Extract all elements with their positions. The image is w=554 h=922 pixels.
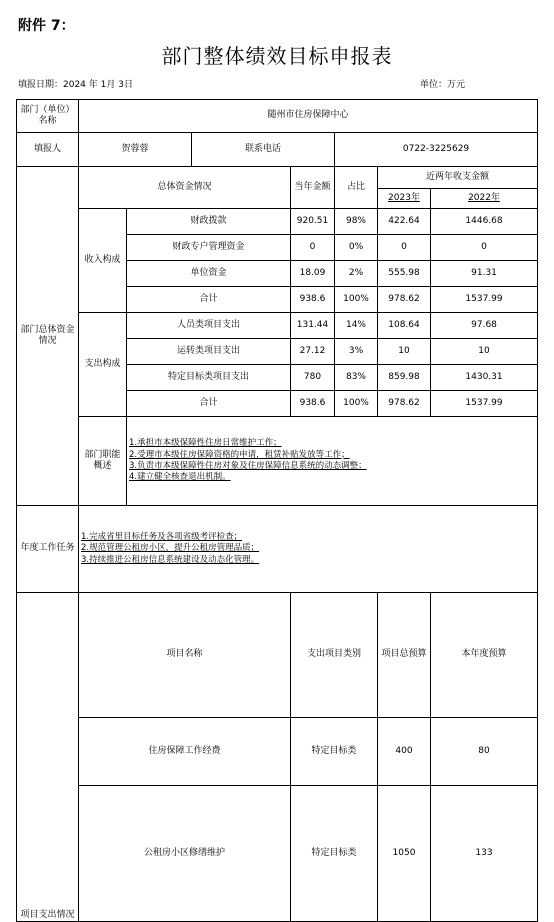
row-2023: 978.62 [378,287,431,313]
row-ratio: 100% [335,287,378,313]
expense-row [17,313,538,339]
row-2023: 859.98 [378,365,431,391]
project-category: 特定目标类 [291,786,378,922]
duty-line: 2.受理市本级住房保障资格的申请，租赁补贴发放等工作； [129,449,350,460]
row-name: 合计 [127,287,291,313]
project-category-header: 支出项目类别 [291,593,378,718]
ratio-header: 占比 [335,167,378,209]
duties-label: 部门职能概述 [79,417,127,506]
contact-phone: 0722-3225629 [335,133,538,167]
row-ratio: 14% [335,313,378,339]
row-name: 特定目标类项目支出 [127,365,291,391]
fill-date: 填报日期：2024 年 1月 3日 [18,80,133,90]
project-total: 400 [378,717,431,786]
income-label: 收入构成 [79,209,127,313]
filler-name: 贺蓉蓉 [79,133,192,167]
report-form [16,99,538,922]
row-ratio: 3% [335,339,378,365]
row-ratio: 83% [335,365,378,391]
row-amount: 780 [291,365,335,391]
row-amount: 0 [291,235,335,261]
row-name: 合计 [127,391,291,417]
duty-line: 3.负责市本级保障性住房对象及住房保障信息系统的动态调整； [129,461,367,471]
row-amount: 18.09 [291,261,335,287]
project-category: 特定目标类 [291,717,378,786]
duty-line: 4.建立健全核查退出机制。 [129,472,231,483]
table-row [17,717,538,786]
row-ratio: 98% [335,209,378,235]
task-line: 3.持续推进公租房信息系统建设及动态化管理。 [81,554,260,565]
row-2023: 108.64 [378,313,431,339]
projects-section-label: 项目支出情况 [17,593,79,922]
attachment-label: 附件 7： [18,18,75,34]
row-2022: 1537.99 [431,391,538,417]
row-name: 人员类项目支出 [127,313,291,339]
project-annual-header: 本年度预算 [431,593,538,718]
row-name: 运转类项目支出 [127,339,291,365]
row-amount: 938.6 [291,287,335,313]
funds-section-label: 部门总体资金情况 [17,167,79,506]
expense-label: 支出构成 [79,313,127,417]
row-ratio: 2% [335,261,378,287]
row-2022: 0 [431,235,538,261]
row-amount: 920.51 [291,209,335,235]
row-2022: 10 [431,339,538,365]
dept-name: 随州市住房保障中心 [79,100,538,133]
row-amount: 938.6 [291,391,335,417]
row-name: 财政拨款 [127,209,291,235]
page-title: 部门整体绩效目标申报表 [161,44,393,68]
row-2022: 1446.68 [431,209,538,235]
project-total-header: 项目总预算 [378,593,431,718]
row-2022: 1537.99 [431,287,538,313]
annual-tasks-label: 年度工作任务 [17,506,79,593]
task-line: 2.规范管理公租房小区，提升公租房管理品质； [81,543,260,554]
table-row [17,786,538,922]
row-2023: 0 [378,235,431,261]
project-name: 住房保障工作经费 [79,717,291,786]
overall-funds-header: 总体资金情况 [79,167,291,209]
row-2023: 555.98 [378,261,431,287]
current-amount-header: 当年金额 [291,167,335,209]
row-2023: 10 [378,339,431,365]
income-row [17,209,538,235]
task-line: 1.完成省里目标任务及各项省级考评检查； [81,531,243,542]
project-total: 1050 [378,786,431,922]
dept-label: 部门（单位）名称 [17,100,79,133]
year-2022-header: 2022年 [431,189,538,209]
row-amount: 27.12 [291,339,335,365]
project-annual: 133 [431,786,538,922]
year-2023-header: 2023年 [378,189,431,209]
project-name-header: 项目名称 [79,593,291,718]
row-2022: 1430.31 [431,365,538,391]
row-2022: 91.31 [431,261,538,287]
unit-label: 单位：万元 [420,80,466,90]
project-name: 公租房小区修缮维护 [79,786,291,922]
filler-label: 填报人 [17,133,79,167]
duties-content [127,417,538,506]
row-name: 单位资金 [127,261,291,287]
row-amount: 131.44 [291,313,335,339]
duty-line: 1.承担市本级保障性住房日常维护工作； [129,438,282,449]
row-ratio: 100% [335,391,378,417]
recent-years-header: 近两年收支金额 [378,167,538,189]
row-2022: 97.68 [431,313,538,339]
project-annual: 80 [431,717,538,786]
row-ratio: 0% [335,235,378,261]
contact-label: 联系电话 [192,133,335,167]
row-2023: 978.62 [378,391,431,417]
annual-tasks-content [79,506,538,593]
row-name: 财政专户管理资金 [127,235,291,261]
row-2023: 422.64 [378,209,431,235]
